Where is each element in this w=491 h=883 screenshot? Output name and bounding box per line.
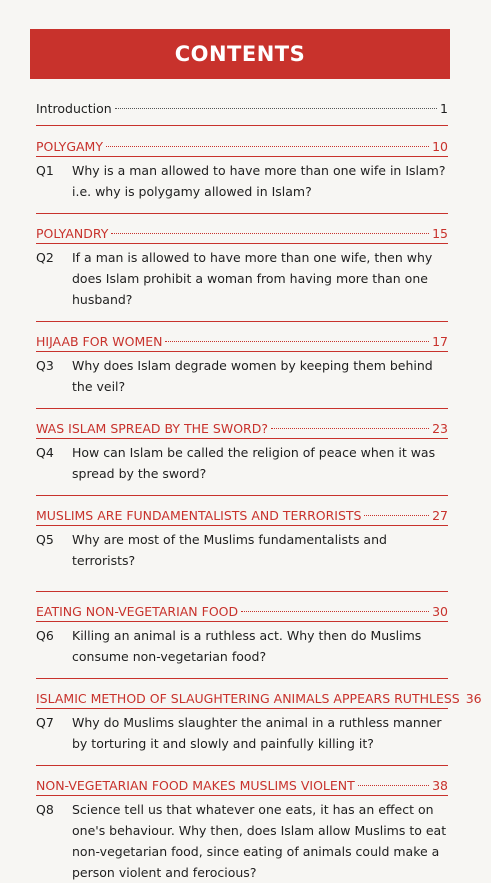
toc-section-title: EATING NON-VEGETARIAN FOOD	[36, 604, 239, 619]
toc-question	[36, 625, 448, 667]
toc-section-title: POLYANDRY	[36, 226, 109, 241]
toc-entry-title: Introduction	[36, 101, 112, 116]
dot-leader	[241, 611, 429, 612]
question-number: Q1	[36, 163, 54, 178]
toc-section-title: ISLAMIC METHOD OF SLAUGHTERING ANIMALS APPEARS RUTHLESS	[36, 691, 460, 706]
toc-section-hijaab[interactable]	[36, 333, 448, 351]
toc-section-title: NON-VEGETARIAN FOOD MAKES MUSLIMS VIOLENT	[36, 778, 355, 793]
toc-section-violent[interactable]	[36, 777, 448, 795]
dot-leader	[271, 428, 429, 429]
section-divider	[36, 408, 448, 409]
toc-question	[36, 442, 448, 484]
toc-section-title: MUSLIMS ARE FUNDAMENTALISTS AND TERRORISTS	[36, 508, 362, 523]
toc-section-page: 17	[432, 334, 448, 349]
question-number: Q2	[36, 250, 54, 265]
section-divider	[36, 591, 448, 592]
toc-section-title: WAS ISLAM SPREAD BY THE SWORD?	[36, 421, 269, 436]
question-text: Killing an animal is a ruthless act. Why then do Muslims consume non-vegetarian food?	[72, 628, 422, 664]
toc-section-page: 27	[432, 508, 448, 523]
section-divider	[36, 156, 448, 157]
section-divider	[36, 795, 448, 796]
question-number: Q7	[36, 715, 54, 730]
toc-section-polyandry[interactable]	[36, 225, 448, 243]
toc-section-slaughtering[interactable]	[36, 690, 482, 708]
question-text: Why are most of the Muslims fundamentalists and terrorists?	[72, 532, 387, 568]
toc-question	[36, 529, 448, 571]
dot-leader	[358, 785, 429, 786]
contents-title: CONTENTS	[174, 42, 306, 66]
contents-header	[30, 29, 450, 79]
question-text: Science tell us that whatever one eats, it has an effect on one's behaviour. Why then, does Islam allow Muslims to eat non-vegetarian food, since eating of animals could make a person violent and ferocious?	[72, 802, 447, 880]
section-divider	[36, 243, 448, 244]
toc-section-page: 38	[432, 778, 448, 793]
section-divider	[36, 213, 448, 214]
toc-entry-introduction[interactable]	[36, 100, 448, 118]
toc-entry-page: 1	[440, 101, 448, 116]
section-divider	[36, 125, 448, 126]
section-divider	[36, 351, 448, 352]
toc-section-title: POLYGAMY	[36, 139, 103, 154]
question-number: Q8	[36, 802, 54, 817]
section-divider	[36, 495, 448, 496]
toc-question	[36, 247, 448, 310]
toc-question	[36, 799, 448, 883]
question-text: If a man is allowed to have more than one wife, then why does Islam prohibit a woman from having more than one husband?	[72, 250, 433, 307]
question-number: Q6	[36, 628, 54, 643]
question-text: How can Islam be called the religion of peace when it was spread by the sword?	[72, 445, 436, 481]
toc-question	[36, 712, 448, 754]
toc-section-fundamentalists[interactable]	[36, 507, 448, 525]
toc-question	[36, 160, 448, 202]
section-divider	[36, 621, 448, 622]
toc-section-page: 15	[432, 226, 448, 241]
dot-leader	[115, 108, 437, 109]
question-number: Q5	[36, 532, 54, 547]
section-divider	[36, 525, 448, 526]
toc-section-page: 30	[432, 604, 448, 619]
toc-section-page: 10	[432, 139, 448, 154]
question-text: Why does Islam degrade women by keeping them behind the veil?	[72, 358, 433, 394]
toc	[36, 100, 482, 883]
dot-leader	[111, 233, 429, 234]
toc-question	[36, 355, 448, 397]
toc-section-polygamy[interactable]	[36, 138, 448, 156]
section-divider	[36, 708, 448, 709]
section-divider	[36, 321, 448, 322]
section-divider	[36, 438, 448, 439]
question-number: Q3	[36, 358, 54, 373]
toc-section-non-veg[interactable]	[36, 603, 448, 621]
dot-leader	[364, 515, 429, 516]
toc-section-page: 36	[465, 691, 482, 706]
question-text: Why do Muslims slaughter the animal in a ruthless manner by torturing it and slowly and painfully killing it?	[72, 715, 442, 751]
dot-leader	[106, 146, 429, 147]
toc-section-sword[interactable]	[36, 420, 448, 438]
question-number: Q4	[36, 445, 54, 460]
section-divider	[36, 678, 448, 679]
toc-section-page: 23	[432, 421, 448, 436]
section-divider	[36, 765, 448, 766]
toc-section-title: HIJAAB FOR WOMEN	[36, 334, 163, 349]
dot-leader	[165, 341, 429, 342]
question-text: Why is a man allowed to have more than one wife in Islam? i.e. why is polygamy allowed in Islam?	[72, 163, 446, 199]
